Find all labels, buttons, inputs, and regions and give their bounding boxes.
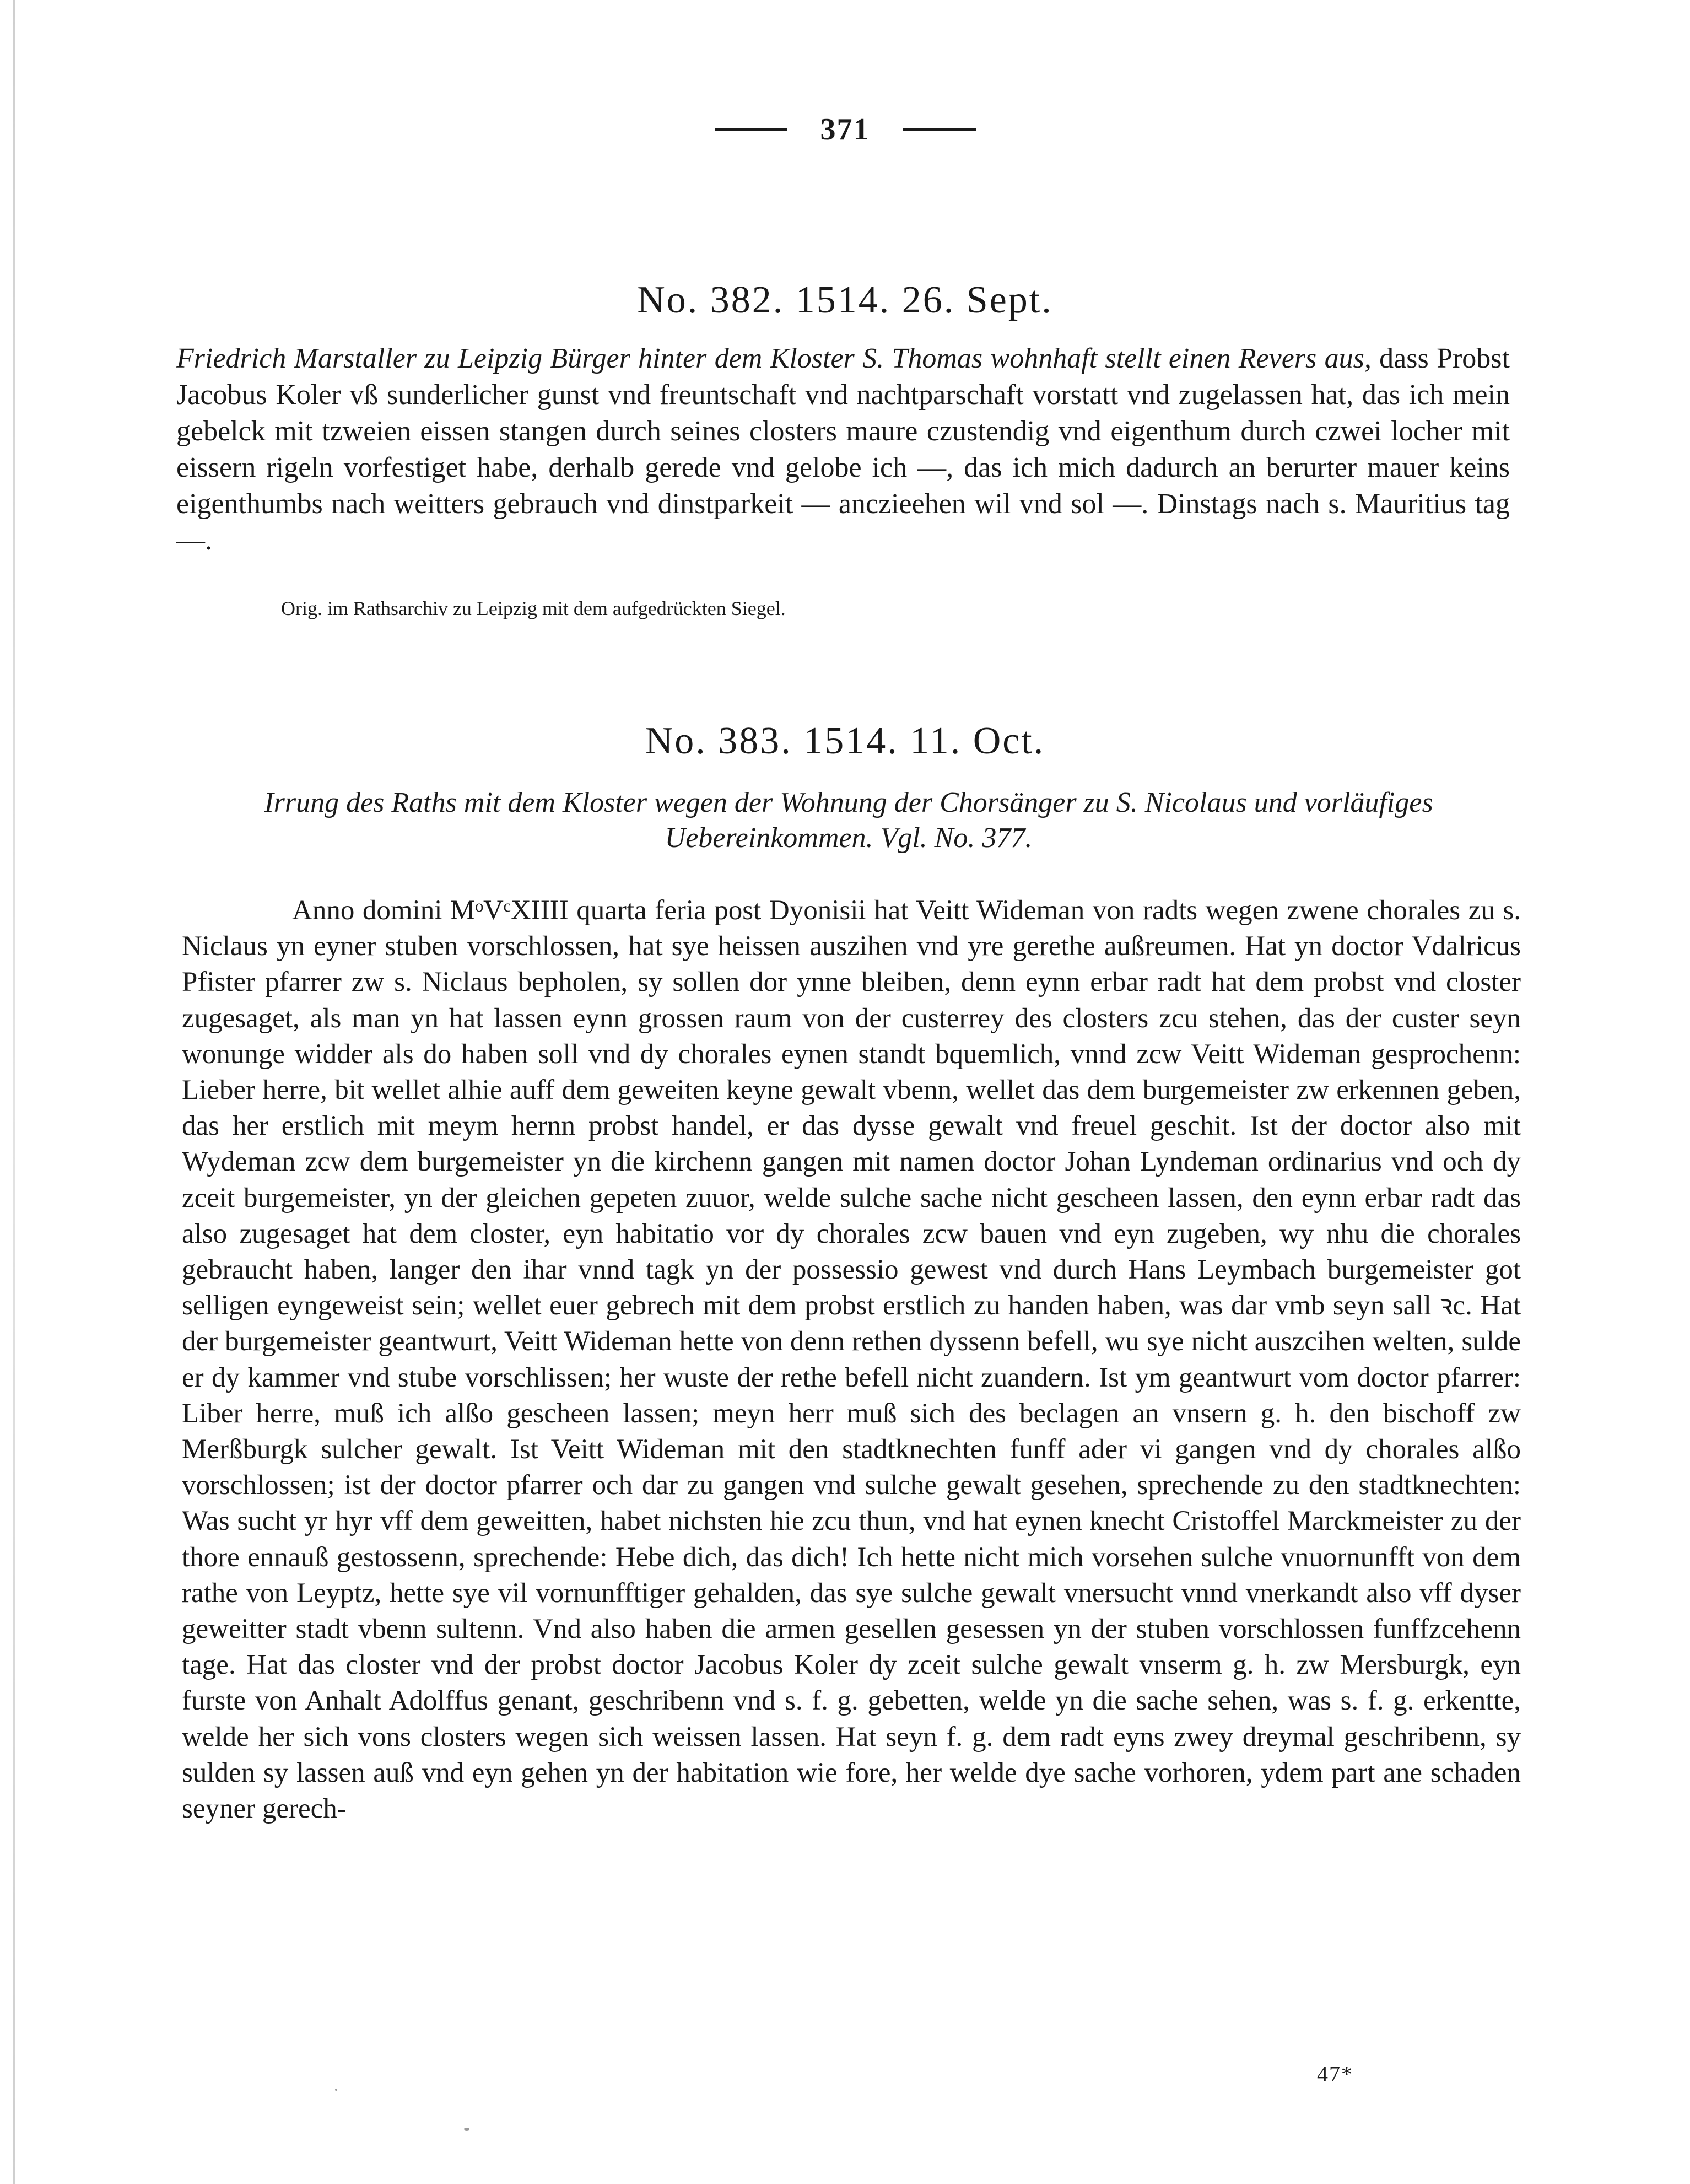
- entry-382-regest-italic: Friedrich Marstaller zu Leipzig Bürger hinter dem Kloster S. Thomas wohnhaft stellt einen Revers aus,: [176, 343, 1372, 374]
- entry-382-regest-text: dass Probst Jacobus Koler vß sunderlicher gunst vnd freuntschaft vnd nachtparschaft vorstatt vnd zugelassen hat, das ich mein gebelck mit tzweien eissen stangen durch seines closters maure czustendig vnd eigenthum durch czwei locher mit eissern rigeln vorfestiget habe, derhalb gerede vnd gelobe ich —, das ich mich dadurch an berurter mauer keins eigenthumbs nach weitters gebrauch vnd dinstparkeit — anczieehen wil vnd sol —. Dinstags nach s. Mauritius tag —.: [176, 343, 1510, 556]
- page-number: 371: [820, 112, 870, 147]
- header-rule-right: [903, 128, 976, 131]
- entry-382-regest: [176, 341, 1510, 559]
- binding-gutter-line: [13, 0, 15, 2184]
- scan-speck: [335, 2089, 337, 2091]
- page-header: [0, 109, 1690, 147]
- entry-383-paragraph: Anno domini MᵒVᶜXIIII quarta feria post Dyonisii hat Veitt Wideman von radts wegen zwene chorales zu s. Niclaus yn eyner stuben vorschlossen, hat sye heissen auszihen vnd yre gerethe außreumen. Hat yn doctor Vdalricus Pfister pfarrer zw s. Niclaus bepholen, sy sollen dor ynne bleiben, denn eynn erbar radt hat dem probst vnd closter zugesaget, als man yn hat lassen eynn grossen raum von der custerrey des closters zcu stehen, das der custer seyn wonunge widder als do haben soll vnd dy chorales eynen standt bquemlich, vnnd zcw Veitt Wideman gesprochenn: Lieber herre, bit wellet alhie auff dem geweiten keyne gewalt vbenn, wellet das dem burgemeister zw erkennen geben, das her erstlich mit meym hernn probst handel, er das dysse gewalt vnd freuel geschit. Ist der doctor also mit Wydeman zcw dem burgemeister yn die kirchenn gangen mit namen doctor Johan Lyndeman ordinarius vnd och dy zceit burgemeister, yn der gleichen gepeten zuuor, welde sulche sache nicht gescheen lassen, den eynn erbar radt das also zugesaget hat dem closter, eyn habitatio vor dy chorales zcw bauen vnd eyn zugeben, wy nhu die chorales gebraucht haben, langer den ihar vnnd tagk yn der possessio gewest vnd durch Hans Leymbach burgemeister got selligen eyngeweist sein; wellet euer gebrech mit dem probst erstlich zu handen haben, was dar vmb seyn sall ꝛc. Hat der burgemeister geantwurt, Veitt Wideman hette von denn rethen dyssenn befell, wu sye nicht auszcihen welten, sulde er dy kammer vnd stube vorschlissen; her wuste der rethe befell nicht zuandern. Ist ym geantwurt vom doctor pfarrer: Liber herre, muß ich alßo gescheen lassen; meyn herr muß sich des beclagen an vnsern g. h. den bischoff zw Merßburgk sulcher gewalt. Ist Veitt Wideman mit den stadtknechten funff ader vi gangen vnd dy chorales alßo vorschlossen; ist der doctor pfarrer och dar zu gangen vnd sulche gewalt gesehen, sprechende zu den stadtknechten: Was sucht yr hyr vff dem geweitten, habet nichsten hie zcu thun, vnd hat eynen knecht Cristoffel Marckmeister zu der thore ennauß gestossenn, sprechende: Hebe dich, das dich! Ich hette nicht mich vorsehen sulche vnuornunfft von dem rathe von Leyptz, hette sye vil vornunfftiger gehalden, das sye sulche gewalt vnersucht vnnd vnerkandt also vff dyser geweitter stadt vbenn sultenn. Vnd also haben die armen gesellen gesessen yn der stuben vorschlossen funffzcehenn tage. Hat das closter vnd der probst doctor Jacobus Koler dy zceit sulche gewalt vnserm g. h. zw Mersburgk, eyn furste von Anhalt Adolffus genant, geschribenn vnd s. f. g. gebetten, welde yn die sache sehen, was s. f. g. erkentte, welde her sich vons closters wegen sich weissen lassen. Hat seyn f. g. dem radt eyns zwey dreymal geschribenn, sy sulden sy lassen auß vnd eyn gehen yn der habitation wie fore, her welde dye sache vorhoren, ydem part ane schaden seyner gerech-: [182, 895, 1521, 1825]
- entry-382-source-note: Orig. im Rathsarchiv zu Leipzig mit dem aufgedrückten Siegel.: [281, 597, 786, 619]
- entry-383-heading: No. 383. 1514. 11. Oct.: [645, 720, 1045, 762]
- signature-mark: 47*: [1317, 2062, 1353, 2086]
- entry-382-heading: No. 382. 1514. 26. Sept.: [637, 279, 1053, 321]
- header-rule-left: [715, 128, 787, 131]
- entry-383-body: [182, 893, 1521, 1827]
- entry-383-subtitle: Irrung des Raths mit dem Kloster wegen der Wohnung der Chorsänger zu S. Nicolaus und vorläufiges Uebereinkommen. Vgl. No. 377.: [264, 787, 1433, 854]
- scan-speck: [464, 2128, 469, 2131]
